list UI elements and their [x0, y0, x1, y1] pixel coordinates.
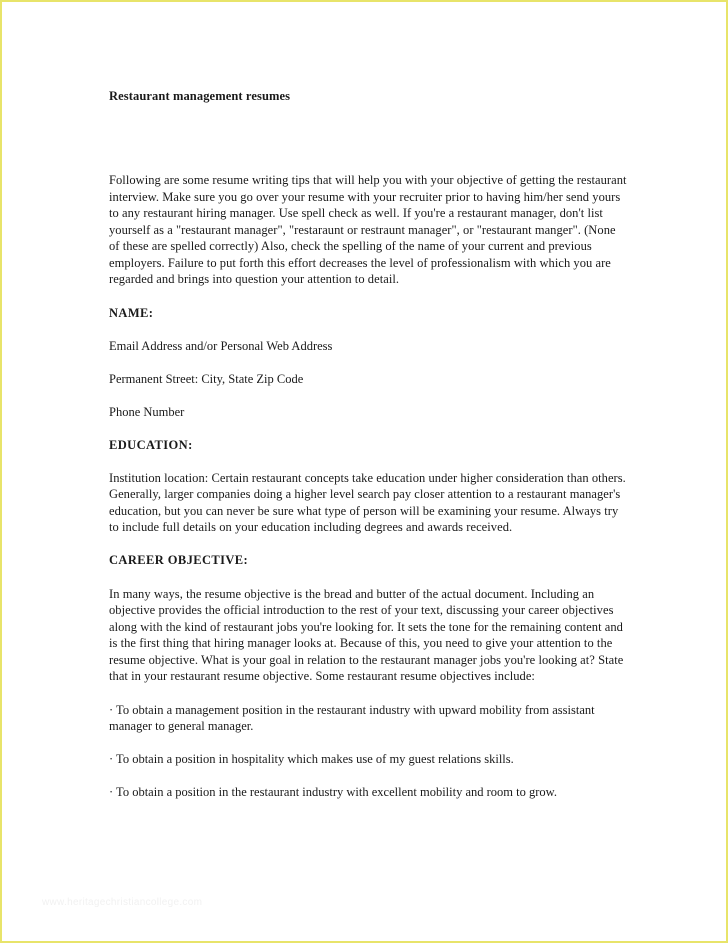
intro-paragraph: Following are some resume writing tips that will help you with your objective of getting the restaurant interview. Make sure you go over your resume with your recruiter prior to having him/her send yours to any restaurant hiring manager. Use spell check as well. If you're a restaurant manager, don't list yourself as a "restaurant manager", "restaraunt or restraunt manager", or "restaurant manger". (None of these are spelled correctly) Also, check the spelling of the name of your current and previous employers. Failure to put forth this effort decreases the level of professionalism with which you are regarded and brings into question your attention to detail.: [109, 173, 627, 286]
career-objective-heading: CAREER OBJECTIVE:: [109, 552, 249, 567]
spacer: [109, 321, 629, 338]
spacer: [109, 453, 629, 470]
spacer: [109, 685, 629, 702]
name-heading: NAME:: [109, 305, 154, 320]
phone-line: Phone Number: [109, 404, 185, 419]
watermark-text: www.heritagechristiancollege.com: [42, 897, 203, 908]
document-title: Restaurant management resumes: [109, 89, 291, 103]
spacer: [109, 568, 629, 586]
spacer: [109, 735, 629, 751]
spacer: [109, 767, 629, 784]
street-line: Permanent Street: City, State Zip Code: [109, 371, 304, 386]
spacer: [109, 536, 629, 552]
spacer: [109, 288, 629, 305]
spacer: [109, 387, 629, 404]
spacer: [109, 354, 629, 371]
education-heading: EDUCATION:: [109, 437, 193, 452]
document-content: [109, 88, 629, 801]
objective-bullet-2: · To obtain a position in hospitality which makes use of my guest relations skills.: [109, 751, 514, 766]
objective-bullet-3: · To obtain a position in the restaurant industry with excellent mobility and room to grow.: [109, 785, 558, 799]
spacer: [109, 420, 629, 437]
education-paragraph: Institution location: Certain restaurant concepts take education under higher consideration than others. Generally, larger companies doing a higher level search pay closer attention to a restaurant manager's education, but you can never be sure what type of person will be examining your resume. Always try to include full details on your education including degrees and awards received.: [109, 470, 626, 534]
objective-bullet-1: · To obtain a management position in the restaurant industry with upward mobility from assistant manager to general manager.: [109, 702, 595, 733]
objective-paragraph: In many ways, the resume objective is the bread and butter of the actual document. Including an objective provides the official introduction to the rest of your text, discussing your career objectives along with the kind of restaurant jobs you're looking for. It sets the tone for the remaining content and is the first thing that hiring manager looks at. Because of this, you need to give your attention to the resume objective. What is your goal in relation to the restaurant manager jobs you're looking at? State that in your restaurant resume objective. Some restaurant resume objectives include:: [109, 586, 624, 683]
spacer: [109, 104, 629, 172]
email-line: Email Address and/or Personal Web Address: [109, 338, 333, 353]
